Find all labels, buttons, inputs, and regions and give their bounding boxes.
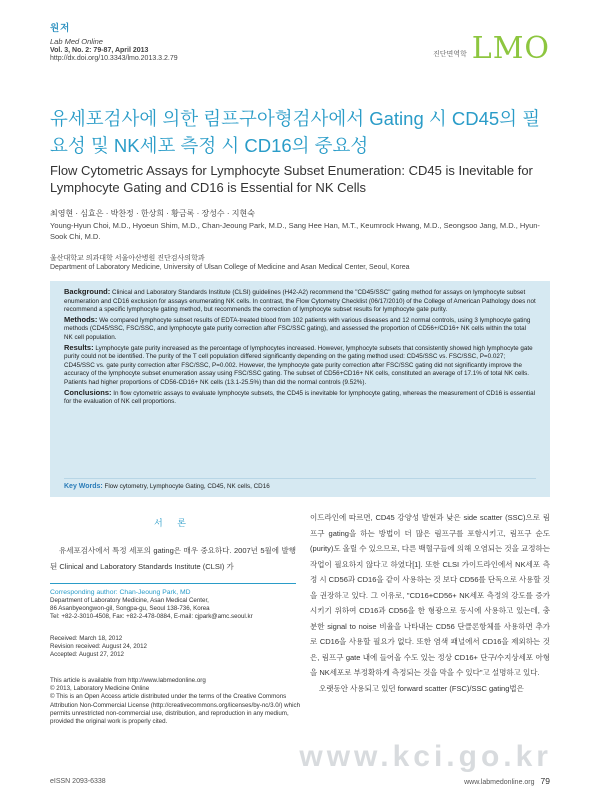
volume-info: Vol. 3, No. 2: 79-87, April 2013 [50,47,149,54]
accepted-date: Accepted: August 27, 2012 [50,651,124,659]
license-block [50,677,300,726]
abstract-methods [64,316,536,343]
corresponding-author: Corresponding author: Chan-Jeoung Park, MD [50,589,191,596]
background-text: Clinical and Laboratory Standards Institute (CLSI) guidelines (H42-A2) recommend the "CD45/SSC" gating method for assays on lymphocyte subset enumeration and CD16 exclusion for assays enumerating NK cells. In contrast, the Flow Cytometry Checklist (06/17/2010) of the College of American Pathology does not recommend a specific lymphocyte gating method, but recommends the correction of lymphocyte subset results for lymphocyte gate purity. [64,289,536,314]
license-line-3: © This is an Open Access article distributed under the terms of the Creative Commons Attribution Non-Commercial License (http://creativecommons.org/licenses/by-nc/3.0/) which permits unrestricted non-commercial use, distribution, and reproduction in any medium, provided the original work is properly cited. [50,693,301,726]
journal-name: Lab Med Online [50,37,103,46]
corr-line-2: 86 Asanbyeongwon-gil, Songpa-gu, Seoul 138-736, Korea [50,605,210,613]
left-column [50,510,296,574]
license-line-1: This article is available from http://www.labmedonline.org [50,677,206,684]
intro-paragraph-right-2: 오랫동안 사용되고 있던 forward scatter (FSC)/SSC gating법은 [319,683,524,693]
abstract-box [50,281,550,497]
conclusions-label: Conclusions: [64,387,112,397]
affiliation-english: Department of Laboratory Medicine, University of Ulsan College of Medicine and Asan Medical Center, Seoul, Korea [50,264,410,271]
corr-line-1: Department of Laboratory Medicine, Asan Medical Center, [50,597,209,604]
right-column [310,510,550,696]
intro-paragraph-left: 유세포검사에서 특정 세포의 gating은 매우 중요하다. 2007년 5월에 발행된 Clinical and Laboratory Standards Institute (CLSI) 가 [50,546,296,571]
section-title: 서 론 [154,518,192,528]
keywords-label: Key Words: [64,483,103,490]
logo-text: LMO [471,31,550,66]
footer-website[interactable]: www.labmedonline.org [464,779,535,786]
authors-korean: 최영현 · 심효은 · 박찬정 · 한상희 · 황금록 · 장성수 · 지현숙 [50,209,255,218]
abstract-results [64,344,536,388]
methods-label: Methods: [64,314,98,324]
journal-logo [432,31,550,66]
title-korean: 유세포검사에 의한 림프구아형검사에서 Gating 시 CD45의 필요성 및 NK세포 측정 시 CD16의 중요성 [50,108,541,156]
correspondence-divider [50,583,296,584]
keywords [64,478,536,490]
dates-block [50,635,147,660]
keywords-text: Flow cytometry, Lymphocyte Gating, CD45, NK cells, CD16 [104,483,270,490]
correspondence-block [50,583,296,622]
received-date: Received: March 18, 2012 [50,635,123,642]
background-label: Background: [64,287,111,296]
doi-link[interactable]: http://dx.doi.org/10.3343/lmo.2013.3.2.79 [50,55,178,62]
results-label: Results: [64,342,94,352]
watermark: www.kci.go.kr [299,740,552,773]
results-text: Lymphocyte gate purity increased as the percentage of lymphocytes increased. However, lymphocyte subsets that consistently showed high lymphocyte gate purity could not be identified. The purity of the T cell population differed significantly depending on the gating method used: CD45/SSC vs. FSC/SSC, P=0.027; CD45/SSC vs. gate purity correction after FSC/SSC, P=0.002. However, the lymphocyte gate purity correction after FSC/SSC gating did not significantly improve the accuracy of the lymphocyte subset enumeration assay using FSC/SSC gating. The subset of CD56+CD16+ NK cells, constituted an average of 17.1% of total NK cells. Patients had higher proportions of CD56-CD16+ NK cells (13.1-25.5%) than did the normal controls (9.52%). [64,344,533,386]
title-english: Flow Cytometric Assays for Lymphocyte Subset Enumeration: CD45 is Inevitable for Lymphocyte Gating and CD16 is Essential for NK Cells [50,163,533,195]
revised-date: Revision received: August 24, 2012 [50,643,147,651]
footer-right [464,776,550,786]
methods-text: We compared lymphocyte subset results of EDTA-treated blood from 102 patients with various diseases and 12 normal controls, using 3 lymphocyte gating methods (CD45/SSC, FSC/SSC, and lymphocyte gate purity correction after FSC/SSC gating), and assessed the proportion of CD56+/CD16+ NK cells within the total NK cell population. [64,316,531,341]
page-header [50,20,550,90]
footer-eissn: eISSN 2093-6338 [50,778,106,785]
intro-paragraph-right-1: 이드라인에 따르면, CD45 강양성 발현과 낮은 side scatter (SSC)으로 림프구 gating을 하는 방법이 더 많은 림프구를 포함시키고, 림프구 순도(purity)도 올릴 수 있으므로, 다른 백혈구들에 의해 오염되는 것을 교정하는 작업이 필요하지 않다고 하였다[1]. 또한 CLSI 가이드라인에서 NK세포 측정 시 CD56과 CD16을 같이 사용하는 것 보다 CD56를 단독으로 사용할 것을 권장하고 있다. 그 이유로, "CD16+CD56+ NK세포 측정의 강도를 증가시키기 위하여 CD16과 CD56을 한 형광으로 동시에 사용하고 있는데, 충분한 signal to noise 비율을 나타내는 CD56 단클론항체를 사용하면 추가로 CD16을 사용할 필요가 없다. 또한 염색 패널에서 CD16을 제외하는 것은, 림프구 gate 내에 들어올 수도 있는 정상 CD16+ 단구/수지상세포 아형을 NK세포로 부정확하게 측정되는 것을 막을 수 있다"고 설명하고 있다. [310,513,550,677]
abstract-background [64,288,536,315]
conclusions-text: In flow cytometric assays to evaluate lymphocyte subsets, the CD45 is inevitable for lymphocyte gating, whereas the measurement of CD16 is essential for the evaluation of NK cell proportions. [64,389,536,406]
license-line-2: © 2013, Laboratory Medicine Online [50,685,150,693]
abstract-conclusions [64,389,536,407]
article-type: 원저 [50,23,71,34]
authors-english: Young-Hyun Choi, M.D., Hyoeun Shim, M.D., Chan-Jeoung Park, M.D., Sang Hee Han, M.T., Keumrock Hwang, M.D., Seongsoo Jang, M.D., Hyun-Sook Chi, M.D. [50,221,540,241]
page-number: 79 [540,776,550,786]
affiliation-korean: 울산대학교 의과대학 서울아산병원 진단검사의학과 [50,255,205,262]
logo-subtitle: 진단면역학 [432,51,467,58]
corr-line-3: Tel: +82-2-3010-4508, Fax: +82-2-478-0884, E-mail: cjpark@amc.seoul.kr [50,613,253,621]
